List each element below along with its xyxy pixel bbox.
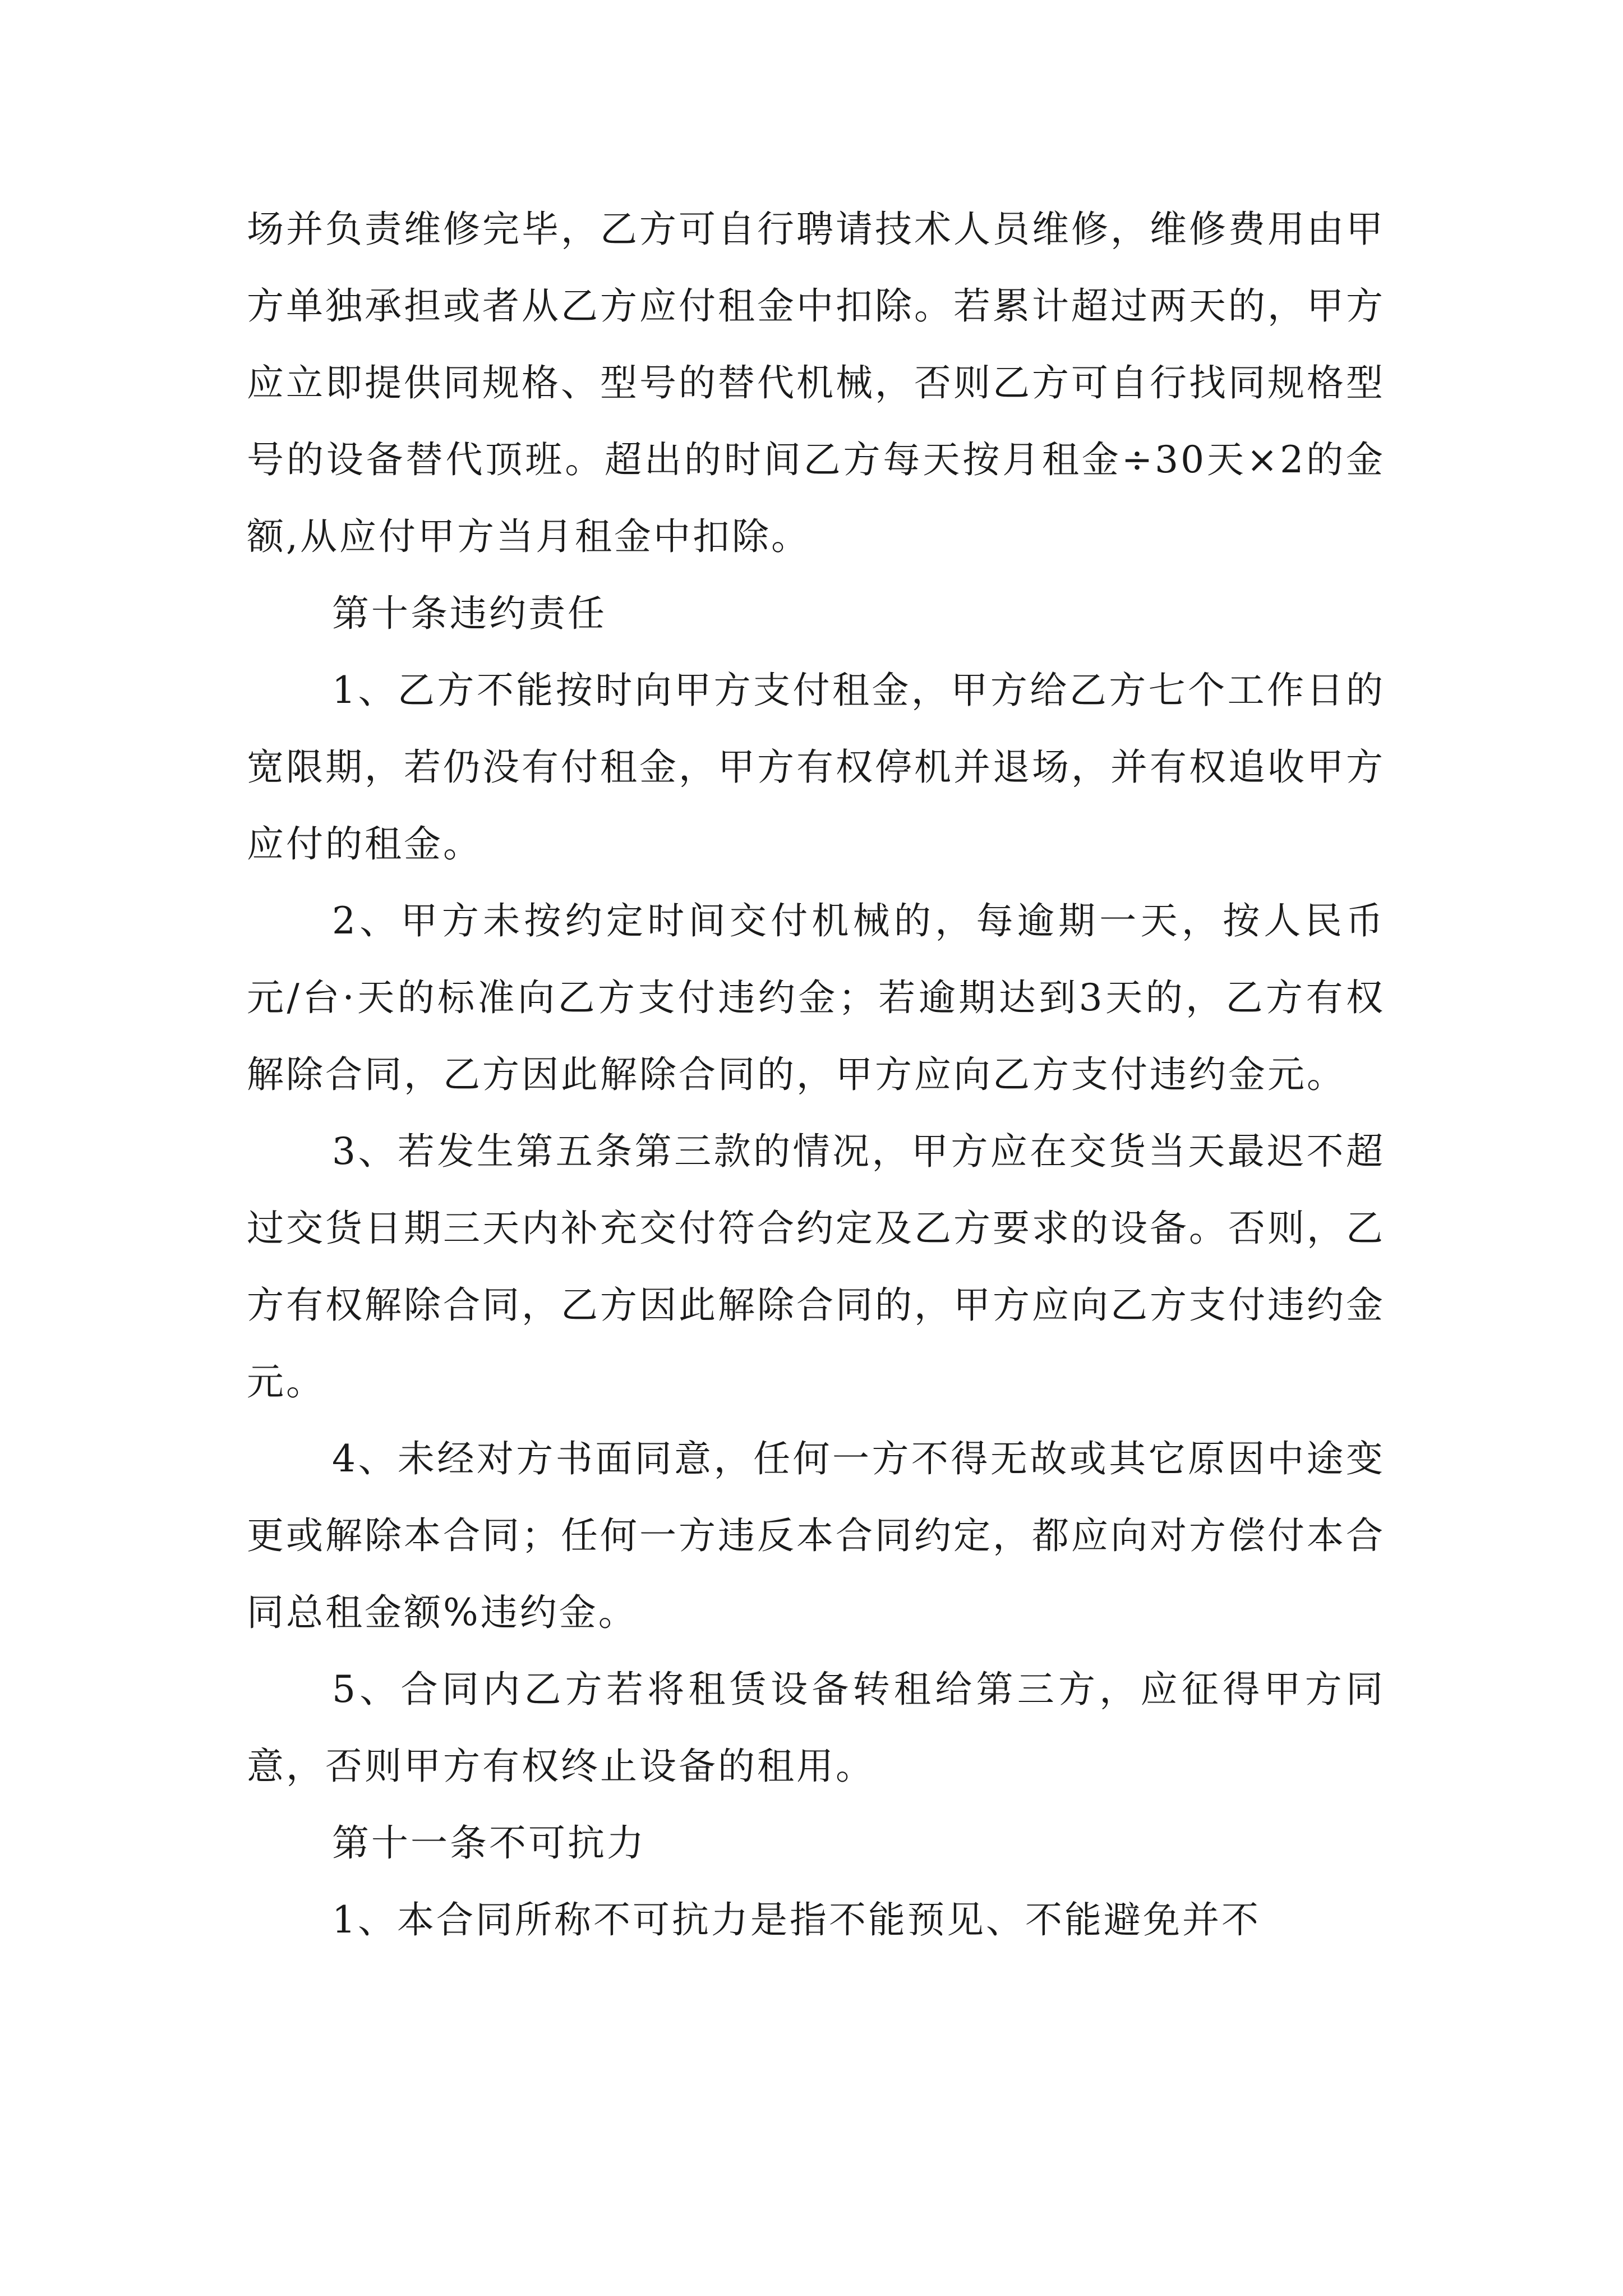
section-heading-article-10: 第十条违约责任 xyxy=(332,592,607,635)
paragraph-clause-2: 2、甲方未按约定时间交付机械的，每逾期一天，按人民币元/台·天的标准向乙方支付违约金；若逾期达到3天的，乙方有权解除合同，乙方因此解除合同的，甲方应向乙方支付违约金元。 xyxy=(247,899,1385,1096)
paragraph-clause-4: 4、未经对方书面同意，任何一方不得无故或其它原因中途变更或解除本合同；任何一方违反本合同约定，都应向对方偿付本合同总租金额%违约金。 xyxy=(247,1437,1385,1634)
paragraph-clause-3: 3、若发生第五条第三款的情况，甲方应在交货当天最迟不超过交货日期三天内补充交付符合约定及乙方要求的设备。否则，乙方有权解除合同，乙方因此解除合同的，甲方应向乙方支付违约金元。 xyxy=(247,1130,1385,1404)
paragraph-clause-1: 1、乙方不能按时向甲方支付租金，甲方给乙方七个工作日的宽限期，若仍没有付租金，甲方有权停机并退场，并有权追收甲方应付的租金。 xyxy=(247,669,1385,866)
document-body xyxy=(247,191,1385,1958)
paragraph-continued-maintenance: 场并负责维修完毕，乙方可自行聘请技术人员维修，维修费用由甲方单独承担或者从乙方应付租金中扣除。若累计超过两天的，甲方应立即提供同规格、型号的替代机械，否则乙方可自行找同规格型号的设备替代顶班。超出的时间乙方每天按月租金÷30天×2的金额,从应付甲方当月租金中扣除。 xyxy=(247,208,1385,558)
paragraph-clause-5: 5、合同内乙方若将租赁设备转租给第三方，应征得甲方同意，否则甲方有权终止设备的租用。 xyxy=(247,1668,1385,1788)
section-heading-article-11: 第十一条不可抗力 xyxy=(332,1821,646,1865)
paragraph-force-majeure-clause-1: 1、本合同所称不可抗力是指不能预见、不能避免并不 xyxy=(332,1898,1261,1941)
